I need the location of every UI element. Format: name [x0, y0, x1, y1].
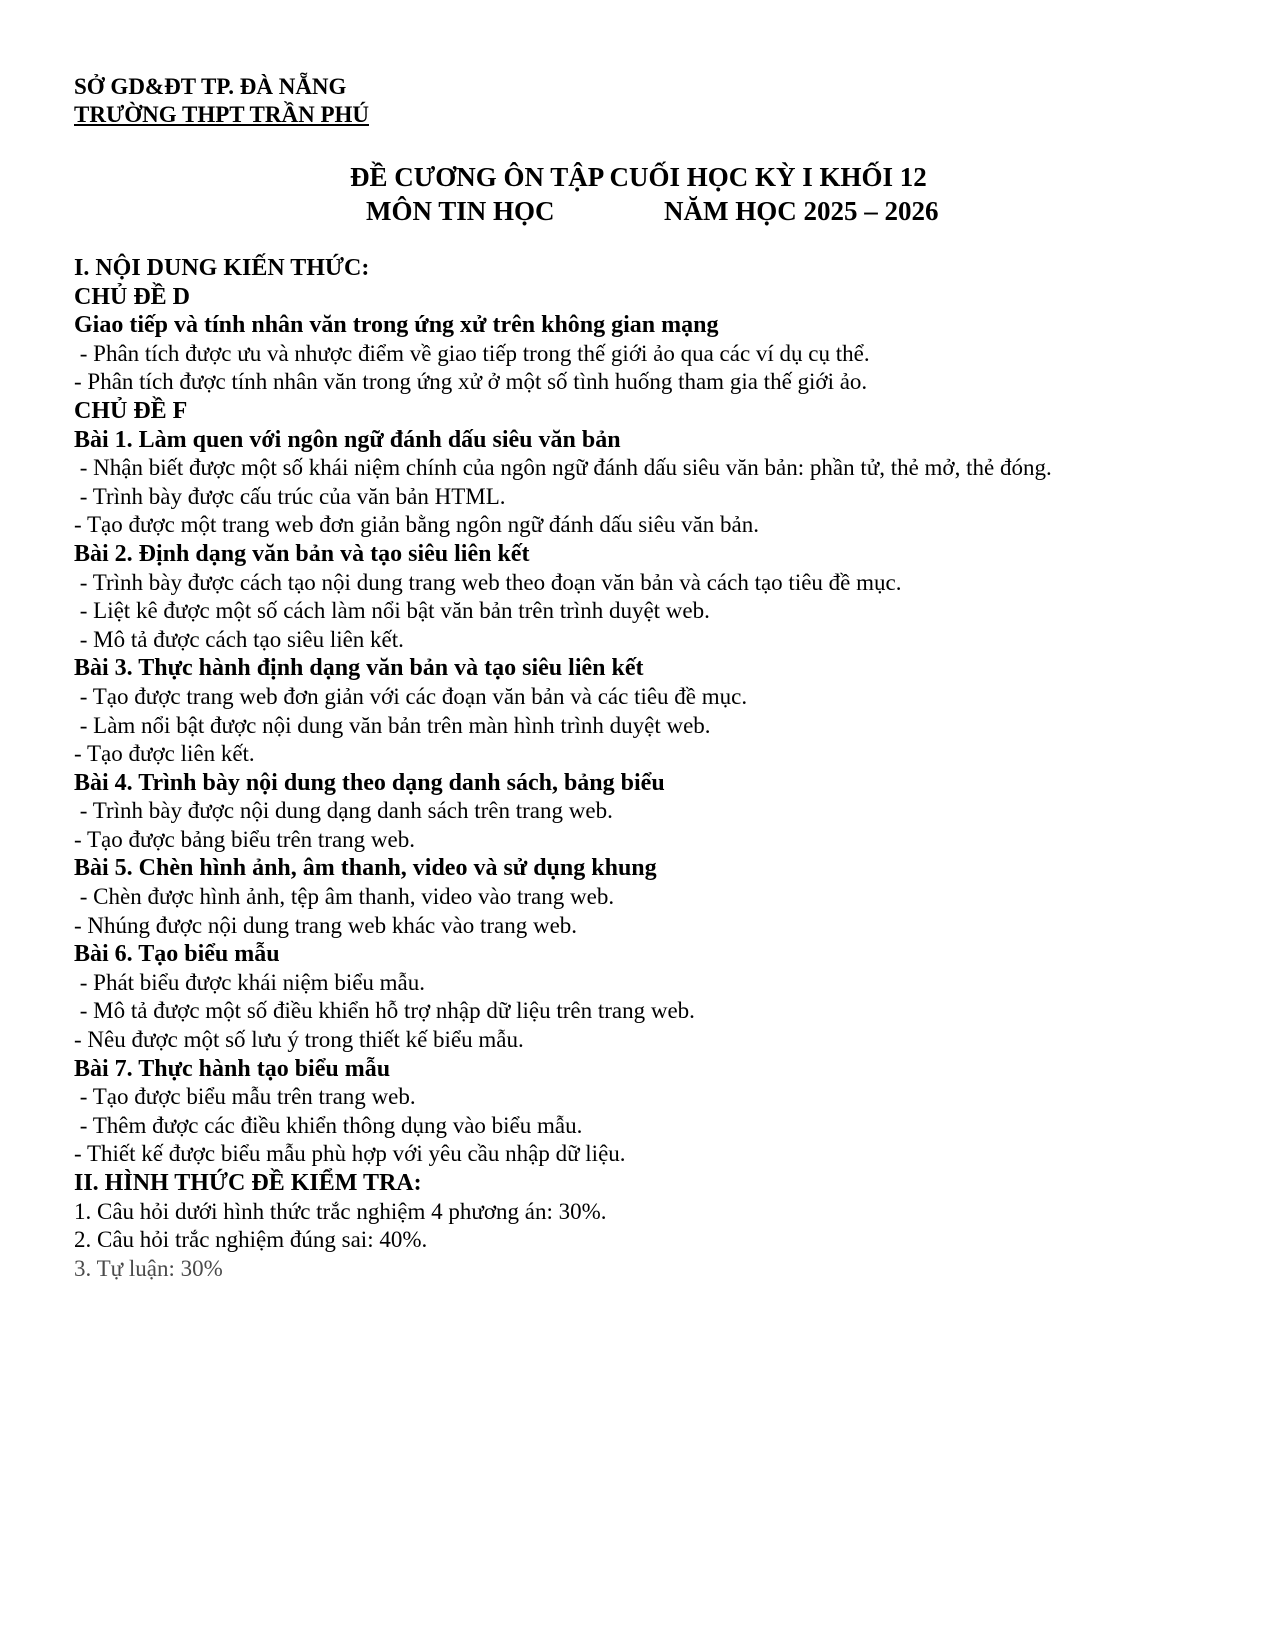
list-item: - Thiết kế được biểu mẫu phù hợp với yêu cầu nhập dữ liệu. [74, 1141, 626, 1167]
list-item: - Mô tả được một số điều khiển hỗ trợ nhập dữ liệu trên trang web. [74, 998, 695, 1024]
lesson-title: Bài 1. Làm quen với ngôn ngữ đánh dấu siêu văn bản [74, 426, 621, 453]
lesson-title: Bài 2. Định dạng văn bản và tạo siêu liên kết [74, 540, 530, 567]
list-item: - Thêm được các điều khiển thông dụng vào biểu mẫu. [74, 1112, 583, 1138]
department-name: SỞ GD&ĐT TP. ĐÀ NẴNG [74, 74, 347, 99]
lesson-title: Bài 7. Thực hành tạo biểu mẫu [74, 1055, 391, 1082]
document-body [74, 254, 1254, 1283]
lesson-title: Bài 4. Trình bày nội dung theo dạng danh sách, bảng biểu [74, 769, 665, 796]
list-item: - Tạo được biểu mẫu trên trang web. [74, 1084, 416, 1110]
list-item: - Phân tích được ưu và nhược điểm về giao tiếp trong thế giới ảo qua các ví dụ cụ thể. [74, 340, 870, 366]
list-item: - Tạo được một trang web đơn giản bằng ngôn ngữ đánh dấu siêu văn bản. [74, 512, 760, 538]
document-header [74, 73, 369, 129]
list-item: - Làm nổi bật được nội dung văn bản trên màn hình trình duyệt web. [74, 712, 711, 738]
lesson-title: Bài 5. Chèn hình ảnh, âm thanh, video và sử dụng khung [74, 855, 657, 882]
list-item: - Tạo được liên kết. [74, 741, 255, 767]
lesson-title: Bài 6. Tạo biểu mẫu [74, 941, 280, 968]
topic-subheading: Giao tiếp và tính nhân văn trong ứng xử trên không gian mạng [74, 312, 719, 339]
list-item: - Phân tích được tính nhân văn trong ứng xử ở một số tình huống tham gia thế giới ảo. [74, 369, 868, 395]
list-item: - Nêu được một số lưu ý trong thiết kế biểu mẫu. [74, 1027, 524, 1053]
list-item: - Chèn được hình ảnh, tệp âm thanh, video vào trang web. [74, 884, 615, 910]
list-item: - Phát biểu được khái niệm biểu mẫu. [74, 969, 426, 995]
list-item: - Trình bày được cách tạo nội dung trang web theo đoạn văn bản và cách tạo tiêu đề mục. [74, 569, 902, 595]
title-subject: MÔN TIN HỌC [366, 196, 555, 226]
school-name: TRƯỜNG THPT TRẦN PHÚ [74, 102, 369, 127]
exam-format-item: 3. Tự luận: 30% [74, 1255, 223, 1281]
list-item: - Mô tả được cách tạo siêu liên kết. [74, 626, 404, 652]
title-school-year: NĂM HỌC 2025 – 2026 [664, 196, 939, 226]
list-item: - Trình bày được cấu trúc của văn bản HTML. [74, 483, 506, 509]
exam-format-item: 1. Câu hỏi dưới hình thức trắc nghiệm 4 phương án: 30%. [74, 1198, 607, 1224]
list-item: - Nhúng được nội dung trang web khác vào trang web. [74, 912, 578, 938]
list-item: - Tạo được bảng biểu trên trang web. [74, 826, 415, 852]
lesson-title: Bài 3. Thực hành định dạng văn bản và tạo siêu liên kết [74, 655, 644, 682]
list-item: - Tạo được trang web đơn giản với các đoạn văn bản và các tiêu đề mục. [74, 683, 748, 709]
topic-heading: CHỦ ĐỀ F [74, 397, 188, 424]
title-main: ĐỀ CƯƠNG ÔN TẬP CUỐI HỌC KỲ I KHỐI 12 [350, 162, 927, 192]
list-item: - Liệt kê được một số cách làm nổi bật văn bản trên trình duyệt web. [74, 598, 710, 624]
section-heading: II. HÌNH THỨC ĐỀ KIỂM TRA: [74, 1170, 422, 1196]
list-item: - Nhận biết được một số khái niệm chính của ngôn ngữ đánh dấu siêu văn bản: phần tử, thẻ mở, thẻ đóng. [74, 455, 1052, 481]
section-heading: I. NỘI DUNG KIẾN THỨC: [74, 255, 370, 281]
list-item: - Trình bày được nội dung dạng danh sách trên trang web. [74, 798, 613, 824]
topic-heading: CHỦ ĐỀ D [74, 283, 191, 310]
exam-format-item: 2. Câu hỏi trắc nghiệm đúng sai: 40%. [74, 1227, 428, 1253]
